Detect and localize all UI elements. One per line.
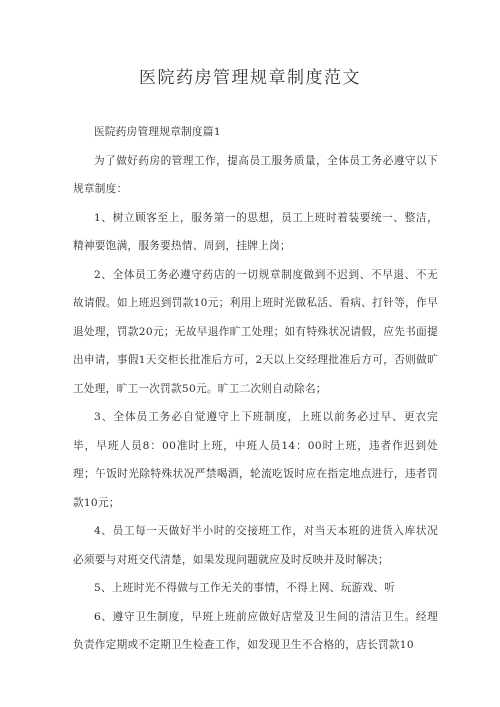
paragraph-rule-2: 2、全体员工务必遵守药店的一切规章制度做到不迟到、不早退、不无故请假。如上班迟到罚款10元；利用上班时光做私活、看病、打针等，作早退处理，罚款20元；无故早退作旷工处理；如有特殊状况请假，应先书面提出申请，事假1天交柜长批准后方可，2天以上交经理批准后方可，否则做旷工处理，旷工一次罚款50元。旷工二次则自动除名； bbox=[73, 268, 438, 395]
document-body bbox=[73, 118, 438, 660]
paragraph-rule-4: 4、员工每一天做好半小时的交接班工作，对当天本班的进货入库状况必须要与对班交代清楚，如果发现问题就应及时反映并及时解决； bbox=[73, 525, 438, 566]
section-heading: 医院药房管理规章制度篇1 bbox=[94, 126, 221, 138]
paragraph-rule-1: 1、树立顾客至上，服务第一的思想，员工上班时着装要统一、整洁，精神要饱满，服务要热情、周到，挂牌上岗； bbox=[73, 211, 438, 252]
paragraph-rule-6: 6、遵守卫生制度，早班上班前应做好店堂及卫生间的清洁卫生。经理负责作定期或不定期卫生检查工作，如发现卫生不合格的，店长罚款10 bbox=[73, 610, 438, 651]
paragraph-rule-3: 3、全体员工务必自觉遵守上下班制度，上班以前务必过早、更衣完毕，早班人员8：00准时上班，中班人员14：00时上班，违者作迟到处理；午饭时光除特殊状况严禁喝酒，轮流吃饭时应在指定地点进行，违者罚款10元； bbox=[73, 411, 438, 509]
paragraph-rule-5: 5、上班时光不得做与工作无关的事情，不得上网、玩游戏、听 bbox=[94, 582, 396, 594]
document-title: 医院药房管理规章制度范文 bbox=[139, 68, 361, 88]
paragraph-intro: 为了做好药房的管理工作，提高员工服务质量，全体员工务必遵守以下规章制度： bbox=[73, 154, 438, 195]
